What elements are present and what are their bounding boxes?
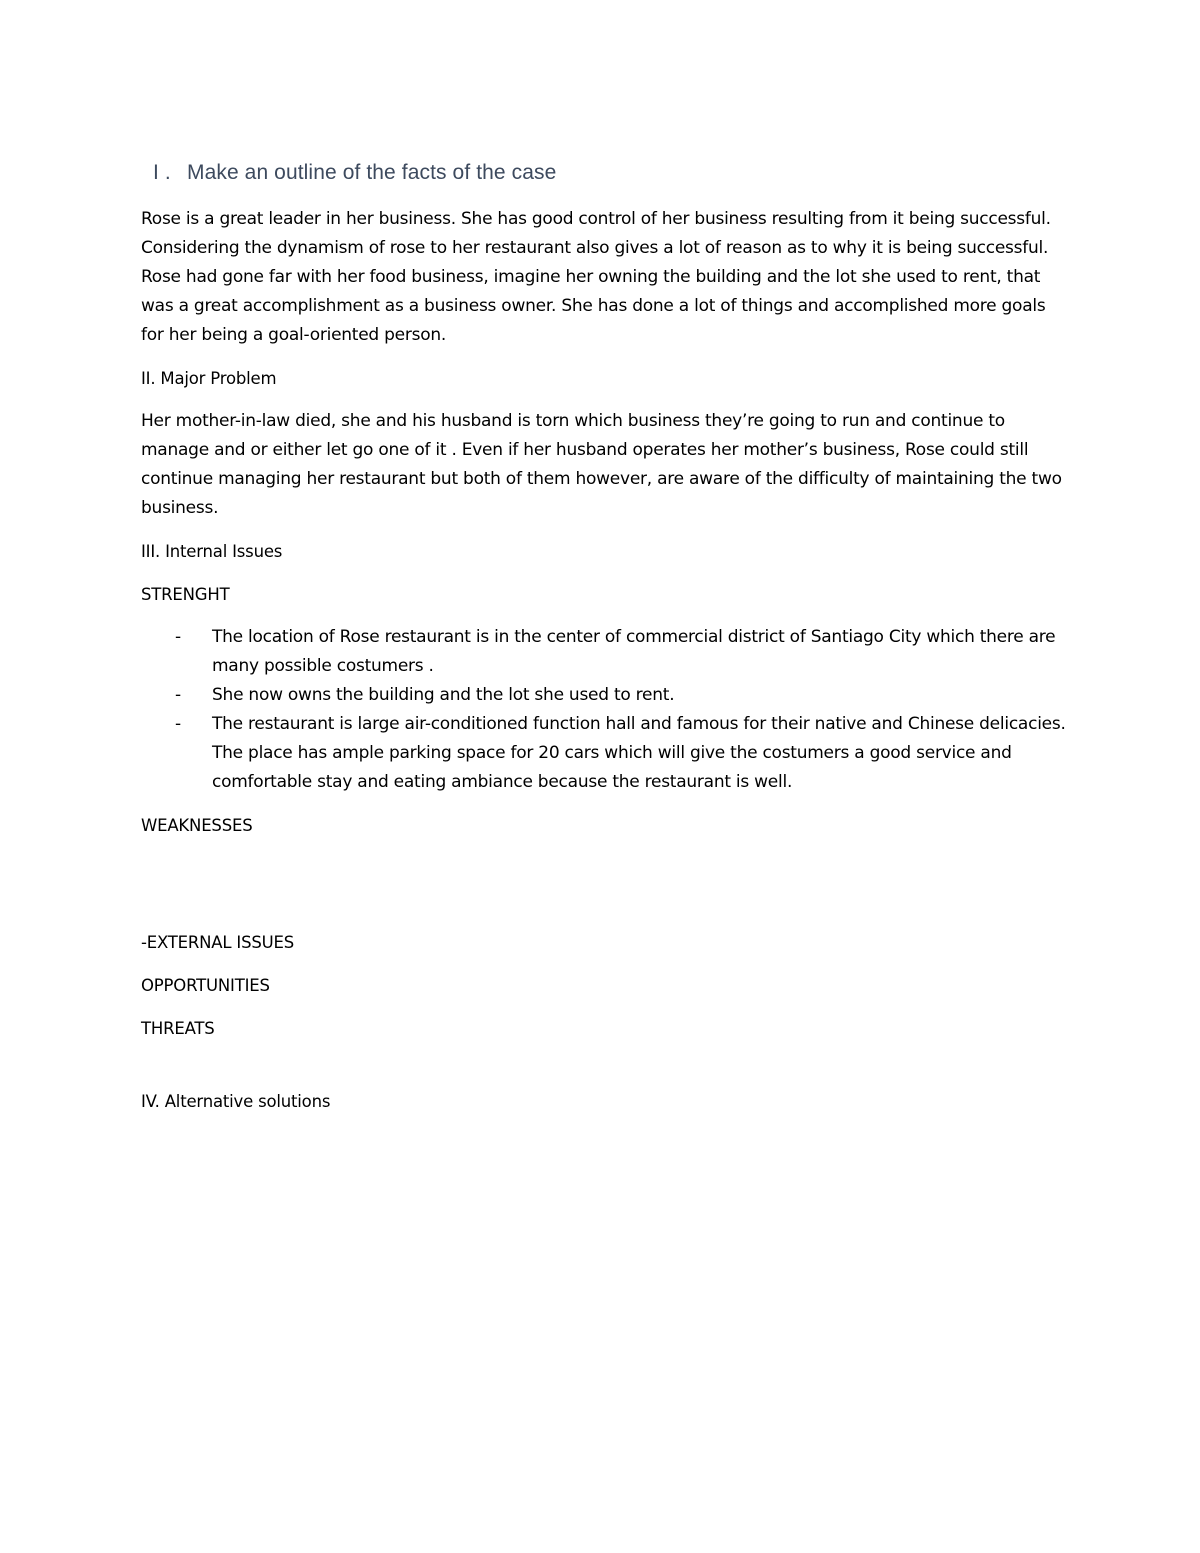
document-content [141,158,1071,1130]
facts-paragraph: Rose is a great leader in her business. She has good control of her business resulting from it being successful. Considering the dynamism of rose to her restaurant also gives a lot of reason as to why it is being successful. Rose had gone far with her food business, imagine her owning the building and the lot she used to rent, that was a great accomplishment as a business owner. She has done a lot of things and accomplished more goals for her being a goal-oriented person. [141,209,1051,345]
bullet-dash: - [175,685,181,705]
opportunities-label: OPPORTUNITIES [141,976,270,995]
strength-label: STRENGHT [141,585,230,604]
alternative-solutions-title: IV. Alternative solutions [141,1092,331,1111]
section-heading-text: Make an outline of the facts of the case [187,161,557,184]
internal-issues-title: III. Internal Issues [141,542,283,561]
strength-text: The location of Rose restaurant is in the center of commercial district of Santiago City which there are many possible costumers . [212,627,1056,676]
bullet-dash: - [175,627,181,647]
list-item [141,681,1071,710]
external-issues-title: -EXTERNAL ISSUES [141,933,295,952]
threats-label: THREATS [141,1019,215,1038]
blank-space [141,854,1071,928]
major-problem-paragraph: Her mother-in-law died, she and his husband is torn which business they’re going to run and continue to manage and or either let go one of it . Even if her husband operates her mother’s business, Rose could still continue managing her restaurant but both of them however, are aware of the difficulty of maintaining the two business. [141,411,1062,518]
section-heading-facts [153,158,1071,188]
strength-text: She now owns the building and the lot she used to rent. [212,685,675,705]
section-number: I . [153,161,171,184]
strength-text: The restaurant is large air-conditioned function hall and famous for their native and Chinese delicacies. The place has ample parking space for 20 cars which will give the costumers a good service and comfortable stay and eating ambiance because the restaurant is well. [212,714,1066,792]
major-problem-title: II. Major Problem [141,369,277,388]
bullet-dash: - [175,714,181,734]
list-item [141,623,1071,681]
weaknesses-label: WEAKNESSES [141,816,253,835]
list-item [141,710,1071,797]
blank-space [141,1057,1071,1087]
strengths-list [141,623,1071,797]
